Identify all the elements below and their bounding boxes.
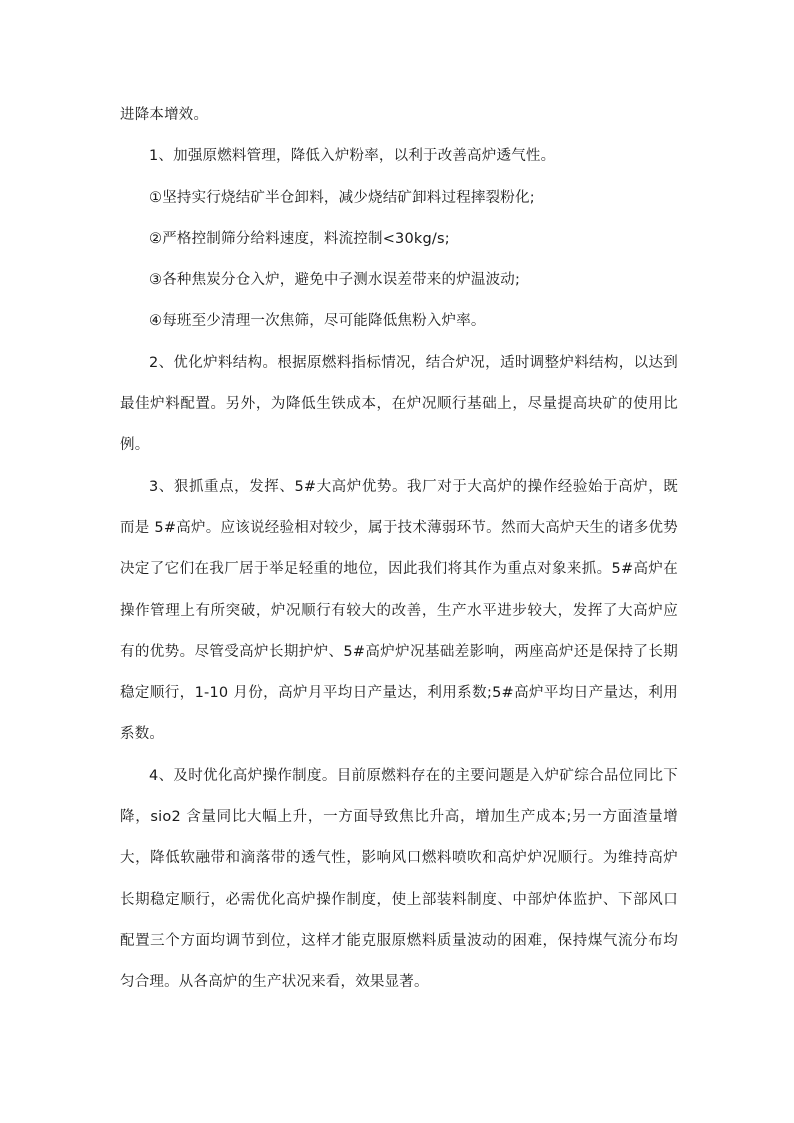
paragraph-item-2: ②严格控制筛分给料速度，料流控制<30kg/s;: [149, 230, 450, 247]
paragraph-item-3: ③各种焦炭分仓入炉，避免中子测水误差带来的炉温波动;: [149, 272, 521, 289]
paragraph-continuation: 进降本增效。: [120, 107, 209, 123]
paragraph-section-2: 2、优化炉料结构。根据原燃料指标情况，结合炉况，适时调整炉料结构，以达到最佳炉料配置。另外，为降低生铁成本，在炉况顺行基础上，尽量提高块矿的使用比例。: [120, 354, 678, 454]
paragraph-item-1: ①坚持实行烧结矿半仓卸料，减少烧结矿卸料过程摔裂粉化;: [149, 189, 535, 206]
document-body: [120, 95, 678, 1004]
paragraph-section-3: 3、狠抓重点，发挥、5#大高炉优势。我厂对于大高炉的操作经验始于高炉，既而是 5#高炉。应该说经验相对较少，属于技术薄弱环节。然而大高炉天生的诸多优势决定了它们在我厂居于举足轻重的地位，因此我们将其作为重点对象来抓。5#高炉在操作管理上有所突破，炉况顺行有较大的改善，生产水平进步较大，发挥了大高炉应有的优势。尽管受高炉长期护炉、5#高炉炉况基础差影响，两座高炉还是保持了长期稳定顺行，1-10 月份，高炉月平均日产量达，利用系数;5#高炉平均日产量达，利用系数。: [120, 478, 678, 743]
paragraph-section-4: 4、及时优化高炉操作制度。目前原燃料存在的主要问题是入炉矿综合品位同比下降，sio2 含量同比大幅上升，一方面导致焦比升高，增加生产成本;另一方面渣量增大，降低软融带和滴落带的透气性，影响风口燃料喷吹和高炉炉况顺行。为维持高炉长期稳定顺行，必需优化高炉操作制度，使上部装料制度、中部炉体监护、下部风口配置三个方面均调节到位，这样才能克服原燃料质量波动的困难，保持煤气流分布均匀合理。从各高炉的生产状况来看，效果显著。: [120, 767, 678, 991]
paragraph-section-1: 1、加强原燃料管理，降低入炉粉率，以利于改善高炉透气性。: [149, 148, 556, 165]
paragraph-item-4: ④每班至少清理一次焦筛，尽可能降低焦粉入炉率。: [149, 313, 486, 330]
